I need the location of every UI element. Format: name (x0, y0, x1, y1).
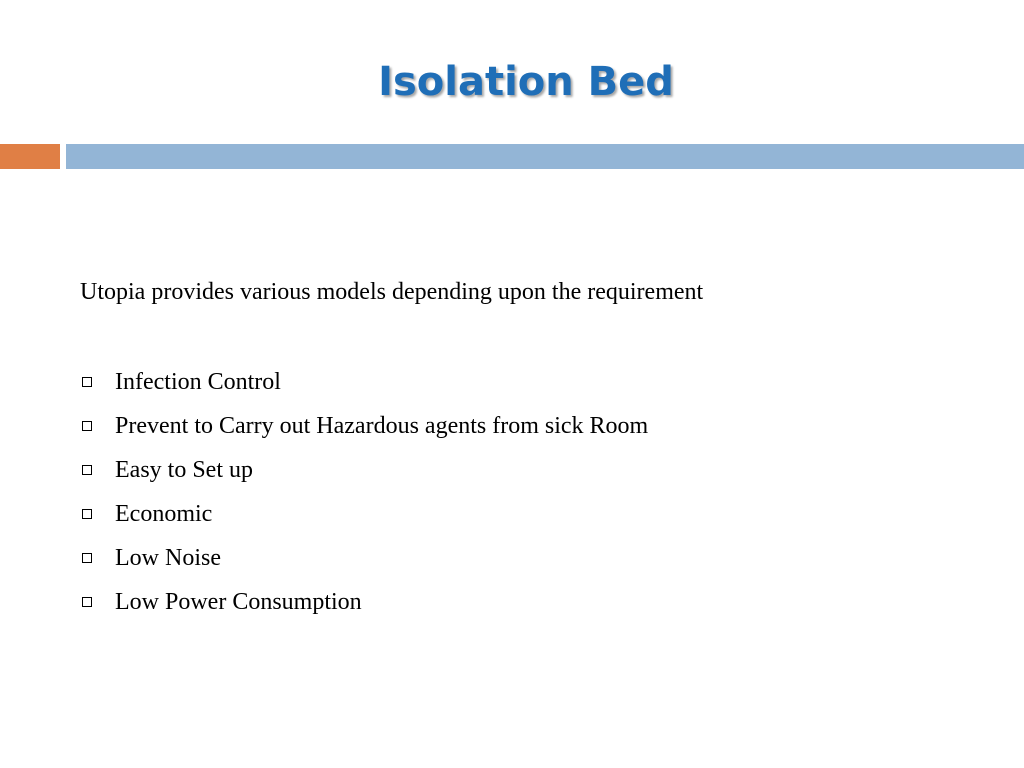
square-bullet-icon (82, 465, 92, 475)
square-bullet-icon (82, 597, 92, 607)
bullet-item-low-noise (80, 536, 980, 580)
bullet-text: Low Power Consumption (115, 589, 362, 615)
bullet-text: Easy to Set up (115, 457, 253, 483)
bullet-item-easy-setup (80, 448, 980, 492)
intro-text: Utopia provides various models depending upon the requirement (80, 279, 704, 305)
bullet-text: Infection Control (115, 369, 281, 395)
slide-body (80, 272, 980, 624)
square-bullet-icon (82, 377, 92, 387)
accent-bar (0, 144, 60, 169)
bullet-list (80, 360, 980, 624)
bullet-item-low-power (80, 580, 980, 624)
bullet-text: Economic (115, 501, 213, 527)
square-bullet-icon (82, 553, 92, 563)
header-divider-bar (66, 144, 1024, 169)
bullet-item-prevent-hazardous (80, 404, 980, 448)
square-bullet-icon (82, 421, 92, 431)
bullet-text: Prevent to Carry out Hazardous agents from sick Room (115, 413, 649, 439)
square-bullet-icon (82, 509, 92, 519)
bullet-item-economic (80, 492, 980, 536)
bullet-item-infection-control (80, 360, 980, 404)
bullet-text: Low Noise (115, 545, 221, 571)
slide-title: Isolation Bed (378, 59, 674, 105)
